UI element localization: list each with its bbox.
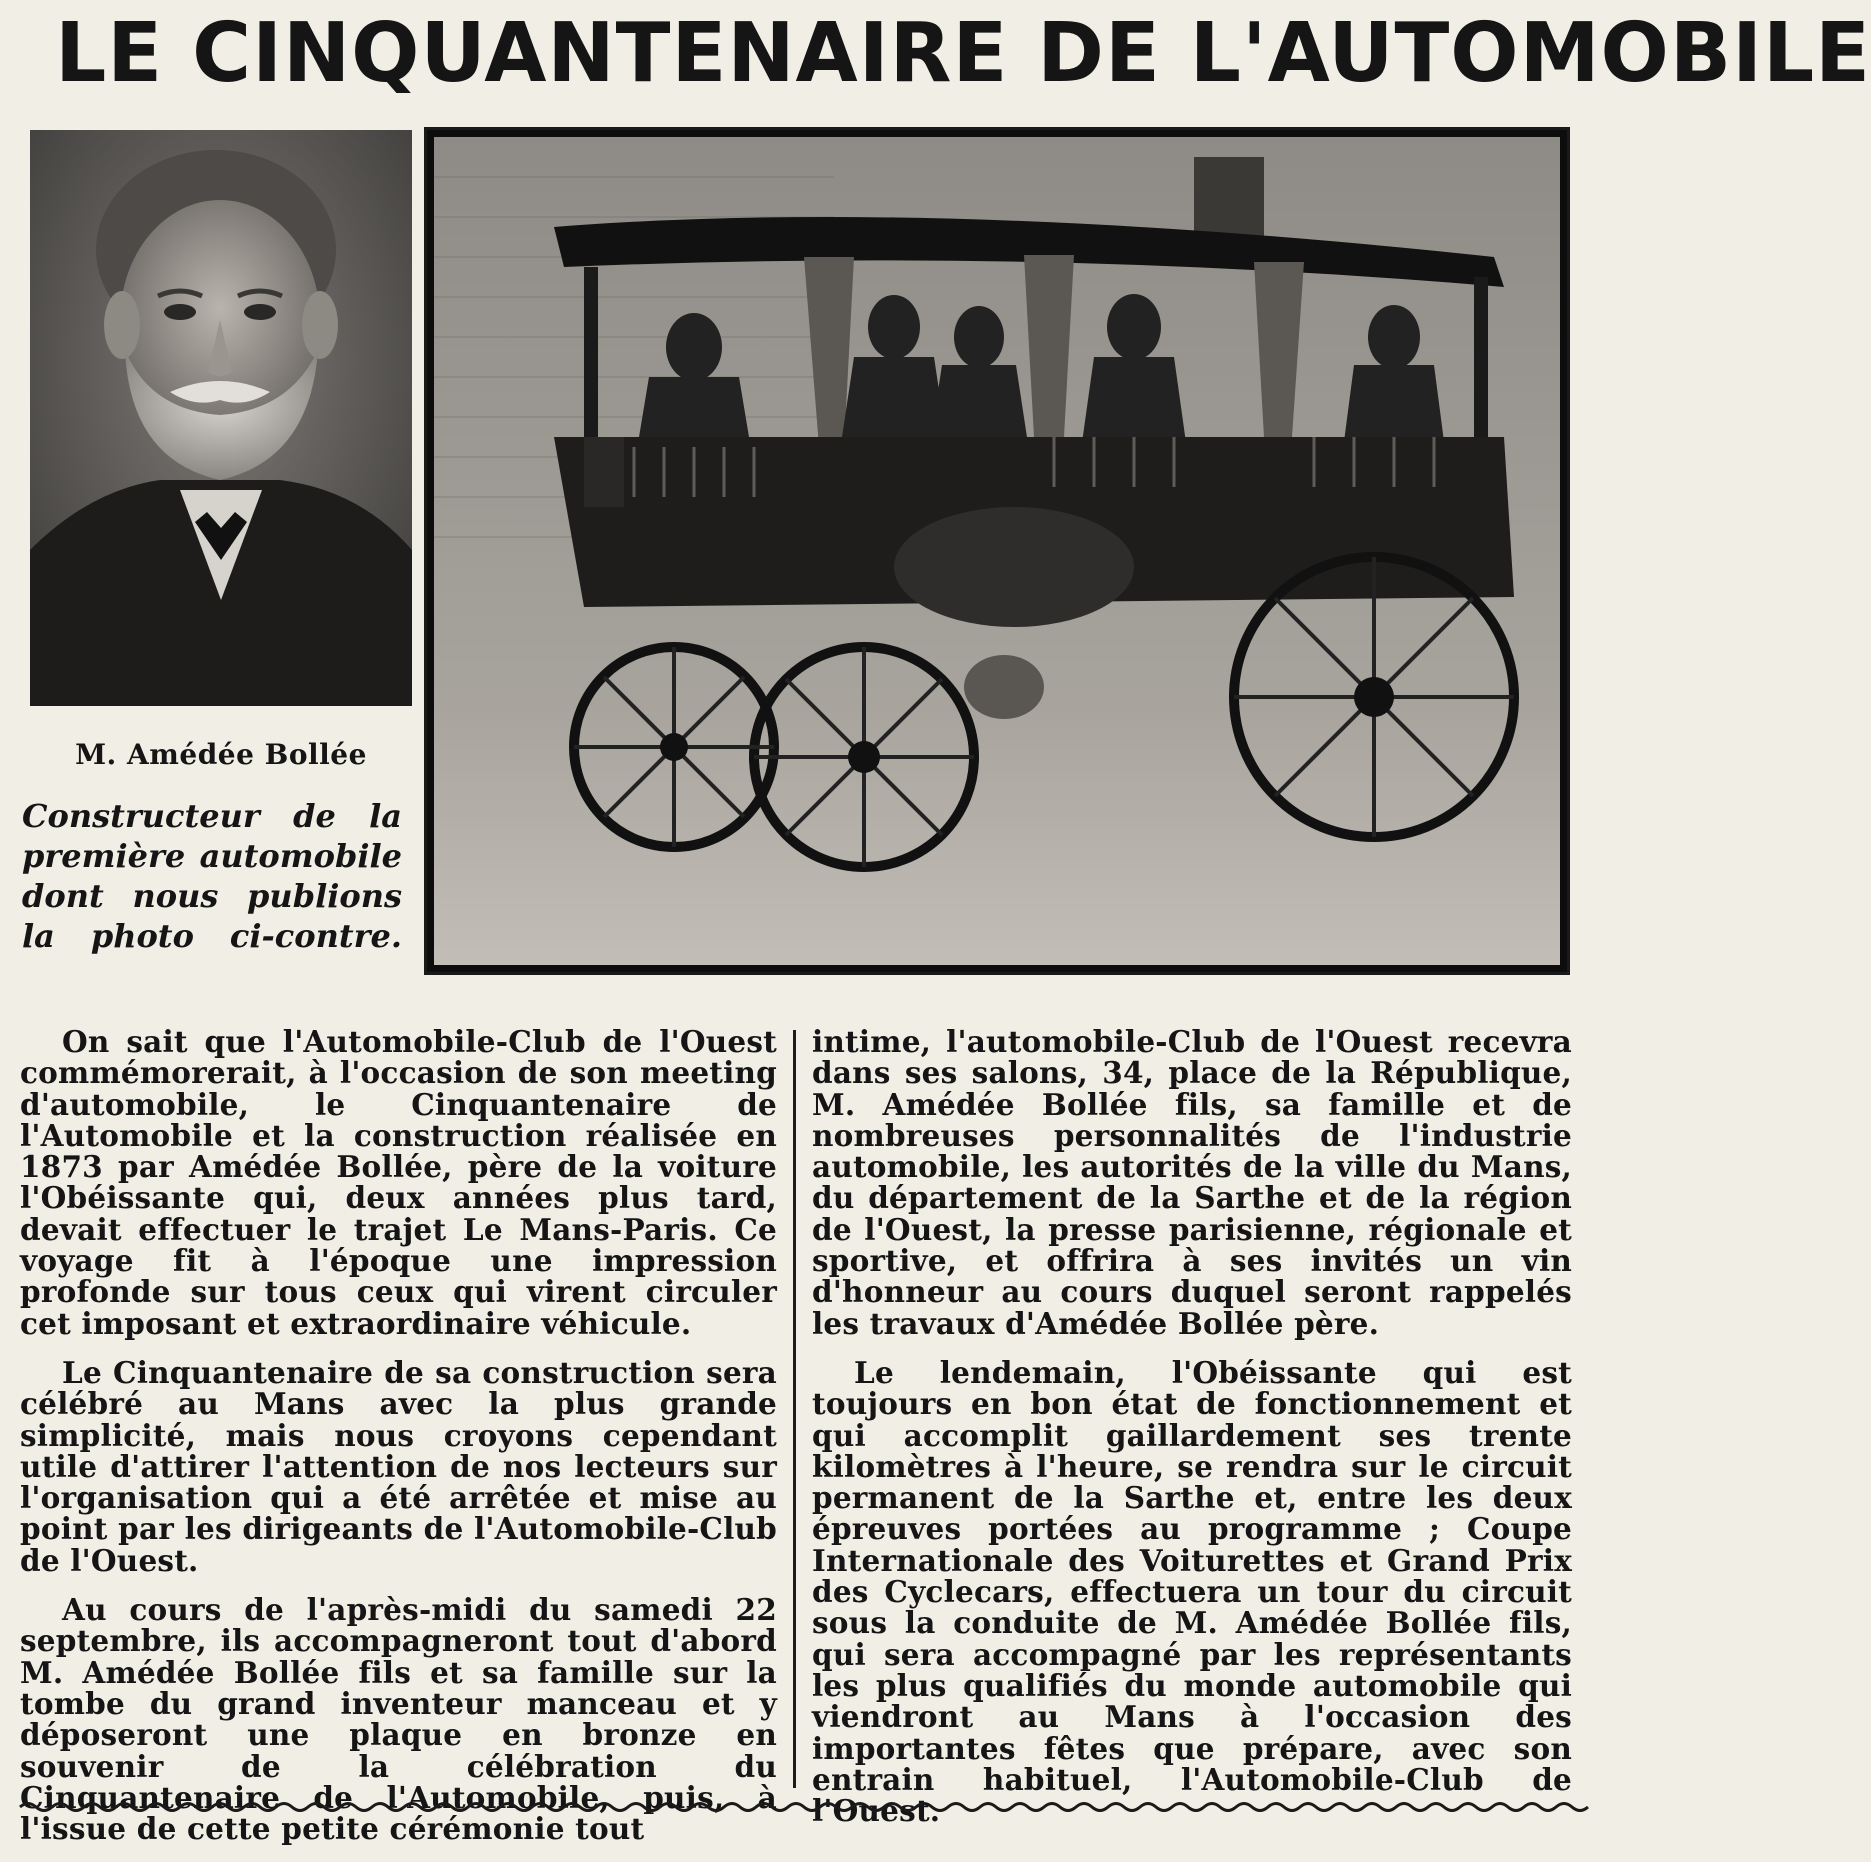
article-paragraph: intime, l'automobile-Club de l'Ouest recevra dans ses salons, 34, place de la République, M. Amédée Bollée fils, sa famille et de nombreuses personnalités de l'industrie automobile, les autorités de la ville du Mans, du département de la Sarthe et de la région de l'Ouest, la presse parisienne, régionale et sportive, et offrira à ses invités un vin d'honneur au cours duquel seront rappelés les travaux d'Amédée Bollée père. (812, 1024, 1572, 1341)
article-paragraph: Le Cinquantenaire de sa construction sera célébré au Mans avec la plus grande simplicité, mais nous croyons cependant utile d'attirer l'attention de nos lecteurs sur l'organisation qui a été arrêtée et mise au point par les dirigeants de l'Automobile-Club de l'Ouest. (20, 1354, 777, 1578)
article-right-column (812, 1026, 1572, 1844)
portrait-photo (30, 130, 412, 706)
column-divider (793, 1030, 796, 1788)
article-paragraph: Au cours de l'après-midi du samedi 22 septembre, ils accompagneront tout d'abord M. Amédée Bollée fils et sa famille sur la tombe du grand inventeur manceau et y déposeront une plaque en bronze en souvenir de la célébration du Cinquantenaire de l'Automobile, puis, à l'issue de cette petite cérémonie tout (20, 1592, 777, 1847)
vehicle-photo (434, 137, 1560, 965)
article-paragraph: Le lendemain, l'Obéissante qui est toujours en bon état de fonctionnement et qui accomplit gaillardement ses trente kilomètres à l'heure, se rendra sur le circuit permanent de la Sarthe et, entre les deux épreuves portées au programme ; Coupe Internationale des Voiturettes et Grand Prix des Cyclecars, effectuera un tour du circuit sous la conduite de M. Amédée Bollée fils, qui sera accompagné par les représentants les plus qualifiés du monde automobile qui viendront au Mans à l'occasion des importantes fêtes que prépare, avec son entrain habituel, l'Automobile-Club de l'Ouest. (812, 1354, 1572, 1829)
headline: LE CINQUANTENAIRE DE L'AUTOMOBILE (55, 6, 1871, 101)
portrait-caption-text: Constructeur de la première automobile dont nous publions la photo ci-contre. (22, 797, 402, 955)
article-left-column (20, 1026, 777, 1862)
decorative-bottom-rule (20, 1800, 1575, 1814)
portrait-caption-name: M. Amédée Bollée (75, 738, 367, 771)
article-paragraph: On sait que l'Automobile-Club de l'Ouest commémorerait, à l'occasion de son meeting d'automobile, le Cinquantenaire de l'Automobile et la construction réalisée en 1873 par Amédée Bollée, père de la voiture l'Obéissante qui, deux années plus tard, devait effectuer le trajet Le Mans-Paris. Ce voyage fit à l'époque une impression profonde sur tous ceux qui virent circuler cet imposant et extraordinaire véhicule. (20, 1024, 777, 1341)
